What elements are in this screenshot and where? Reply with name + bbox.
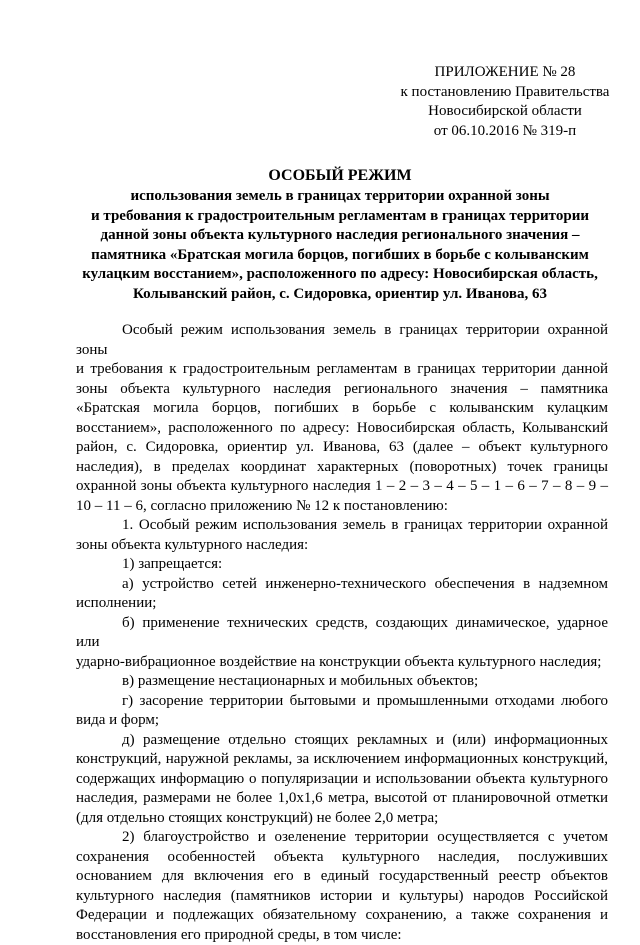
appendix-header: [390, 63, 620, 141]
appendix-region-line: Новосибирской области: [390, 102, 620, 122]
paragraph-line: 1) запрещается:: [76, 555, 608, 575]
paragraph-line: ударно-вибрационное воздействие на конструкции объекта культурного наследия;: [76, 653, 608, 673]
paragraph-line: зоны объекта культурного наследия регионального значения – памятника: [76, 380, 608, 400]
paragraph-line: 1. Особый режим использования земель в границах территории охранной: [76, 516, 608, 536]
paragraph-line: в) размещение нестационарных и мобильных объектов;: [76, 672, 608, 692]
paragraph-line: «Братская могила борцов, погибших в борьбе с колыванским кулацким: [76, 399, 608, 419]
paragraph-line: культурного наследия (памятников истории и культуры) народов Российской: [76, 887, 608, 907]
paragraph-line: район, с. Сидоровка, ориентир ул. Иванова, 63 (далее – объект культурного: [76, 438, 608, 458]
paragraph-line: охранной зоны объекта культурного наследия 1 – 2 – 3 – 4 – 5 – 1 – 6 – 7 – 8 – 9 –: [76, 477, 608, 497]
paragraph-line: г) засорение территории бытовыми и промышленными отходами любого: [76, 692, 608, 712]
body-paragraph: [76, 575, 608, 614]
body-paragraph: [76, 828, 608, 945]
paragraph-line: восстанием», расположенного по адресу: Новосибирская область, Колыванский: [76, 419, 608, 439]
body-paragraph: [76, 731, 608, 829]
body-paragraph: [76, 321, 608, 516]
body-paragraph: [76, 555, 608, 575]
paragraph-line: 10 – 11 – 6, согласно приложению № 12 к постановлению:: [76, 497, 608, 517]
title-line: Колыванский район, с. Сидоровка, ориентир ул. Иванова, 63: [60, 285, 620, 305]
body-paragraph: [76, 516, 608, 555]
paragraph-line: исполнении;: [76, 594, 608, 614]
paragraph-line: восстановления его природной среды, в том числе:: [76, 926, 608, 945]
appendix-ref-line: к постановлению Правительства: [390, 83, 620, 103]
paragraph-line: сохранения особенностей объекта культурного наследия, послуживших: [76, 848, 608, 868]
title-line: использования земель в границах территории охранной зоны: [60, 187, 620, 207]
body-paragraph: [76, 692, 608, 731]
paragraph-line: основанием для включения его в единый государственный реестр объектов: [76, 867, 608, 887]
paragraph-line: (для отдельно стоящих конструкций) не более 2,0 метра;: [76, 809, 608, 829]
document-body: [76, 321, 608, 945]
paragraph-line: содержащих информацию о популяризации и использовании объекта культурного: [76, 770, 608, 790]
paragraph-line: зоны объекта культурного наследия:: [76, 536, 608, 556]
paragraph-line: Особый режим использования земель в границах территории охранной зоны: [76, 321, 608, 360]
body-paragraph: [76, 672, 608, 692]
title-subtitle: [60, 187, 620, 304]
paragraph-line: и требования к градостроительным регламентам в границах территории данной: [76, 360, 608, 380]
paragraph-line: д) размещение отдельно стоящих рекламных и (или) информационных: [76, 731, 608, 751]
title-line: памятника «Братская могила борцов, погибших в борьбе с колыванским: [60, 246, 620, 266]
paragraph-line: Федерации и подлежащих обязательному сохранению, а также сохранения и: [76, 906, 608, 926]
paragraph-line: конструкций, наружной рекламы, за исключением информационных конструкций,: [76, 750, 608, 770]
paragraph-line: 2) благоустройство и озеленение территории осуществляется с учетом: [76, 828, 608, 848]
paragraph-line: наследия, размерами не более 1,0х1,6 метра, высотой от планировочной отметки: [76, 789, 608, 809]
paragraph-line: б) применение технических средств, создающих динамическое, ударное или: [76, 614, 608, 653]
title-line: кулацким восстанием», расположенного по адресу: Новосибирская область,: [60, 265, 620, 285]
title-main: ОСОБЫЙ РЕЖИМ: [60, 165, 620, 187]
appendix-date-line: от 06.10.2016 № 319-п: [390, 122, 620, 142]
paragraph-line: а) устройство сетей инженерно-технического обеспечения в надземном: [76, 575, 608, 595]
document-title: [60, 165, 620, 304]
paragraph-line: вида и форм;: [76, 711, 608, 731]
appendix-number: ПРИЛОЖЕНИЕ № 28: [390, 63, 620, 83]
title-line: данной зоны объекта культурного наследия регионального значения –: [60, 226, 620, 246]
body-paragraph: [76, 614, 608, 673]
title-line: и требования к градостроительным регламентам в границах территории: [60, 207, 620, 227]
paragraph-line: наследия), в пределах координат характерных (поворотных) точек границы: [76, 458, 608, 478]
